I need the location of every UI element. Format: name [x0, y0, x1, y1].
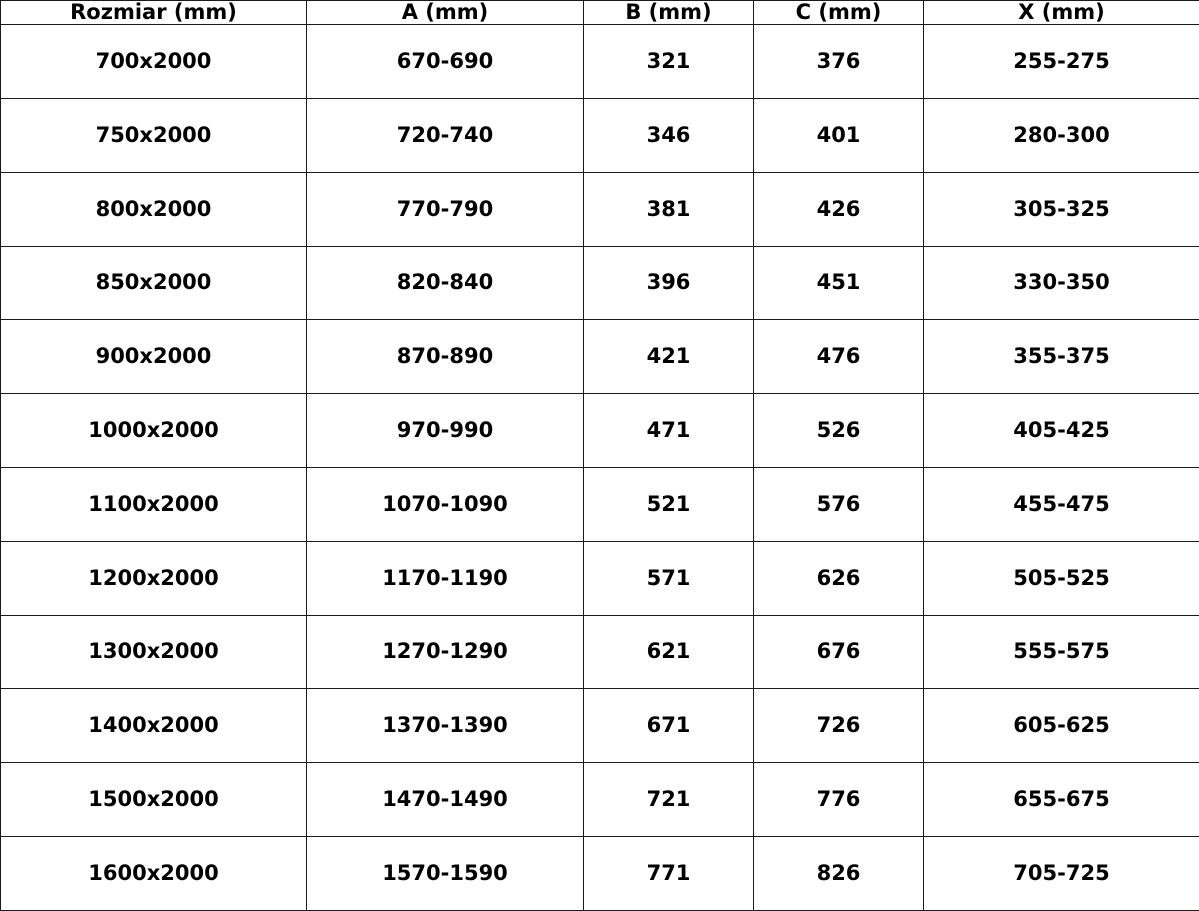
- cell-rozmiar: 800x2000: [1, 172, 307, 246]
- cell-x: 455-475: [924, 467, 1199, 541]
- cell-c: 726: [754, 689, 924, 763]
- cell-b: 721: [584, 763, 754, 837]
- cell-x: 605-625: [924, 689, 1199, 763]
- cell-c: 376: [754, 25, 924, 99]
- cell-b: 771: [584, 837, 754, 911]
- cell-a: 1070-1090: [307, 467, 584, 541]
- table-row: [1, 320, 1199, 394]
- cell-c: 426: [754, 172, 924, 246]
- cell-a: 1270-1290: [307, 615, 584, 689]
- cell-a: 970-990: [307, 394, 584, 468]
- table-row: [1, 615, 1199, 689]
- table-row: [1, 172, 1199, 246]
- cell-rozmiar: 1300x2000: [1, 615, 307, 689]
- cell-b: 671: [584, 689, 754, 763]
- table-row: [1, 98, 1199, 172]
- cell-c: 526: [754, 394, 924, 468]
- table-row: [1, 541, 1199, 615]
- cell-a: 1470-1490: [307, 763, 584, 837]
- cell-b: 621: [584, 615, 754, 689]
- cell-x: 505-525: [924, 541, 1199, 615]
- cell-a: 820-840: [307, 246, 584, 320]
- column-header-a: A (mm): [307, 1, 584, 25]
- cell-rozmiar: 1200x2000: [1, 541, 307, 615]
- cell-rozmiar: 700x2000: [1, 25, 307, 99]
- cell-c: 776: [754, 763, 924, 837]
- cell-x: 305-325: [924, 172, 1199, 246]
- cell-a: 720-740: [307, 98, 584, 172]
- table-row: [1, 467, 1199, 541]
- table-header-row: [1, 1, 1199, 25]
- cell-a: 1570-1590: [307, 837, 584, 911]
- cell-rozmiar: 1100x2000: [1, 467, 307, 541]
- cell-rozmiar: 850x2000: [1, 246, 307, 320]
- table-row: [1, 394, 1199, 468]
- column-header-rozmiar: Rozmiar (mm): [1, 1, 307, 25]
- cell-rozmiar: 1000x2000: [1, 394, 307, 468]
- cell-rozmiar: 1600x2000: [1, 837, 307, 911]
- cell-x: 280-300: [924, 98, 1199, 172]
- column-header-b: B (mm): [584, 1, 754, 25]
- cell-b: 321: [584, 25, 754, 99]
- cell-a: 670-690: [307, 25, 584, 99]
- cell-c: 401: [754, 98, 924, 172]
- cell-rozmiar: 1400x2000: [1, 689, 307, 763]
- cell-a: 1370-1390: [307, 689, 584, 763]
- table-row: [1, 25, 1199, 99]
- cell-b: 421: [584, 320, 754, 394]
- cell-x: 705-725: [924, 837, 1199, 911]
- cell-rozmiar: 750x2000: [1, 98, 307, 172]
- column-header-x: X (mm): [924, 1, 1199, 25]
- cell-c: 826: [754, 837, 924, 911]
- cell-b: 381: [584, 172, 754, 246]
- cell-rozmiar: 1500x2000: [1, 763, 307, 837]
- cell-rozmiar: 900x2000: [1, 320, 307, 394]
- cell-b: 346: [584, 98, 754, 172]
- cell-x: 655-675: [924, 763, 1199, 837]
- cell-a: 870-890: [307, 320, 584, 394]
- cell-x: 355-375: [924, 320, 1199, 394]
- table-row: [1, 689, 1199, 763]
- cell-x: 330-350: [924, 246, 1199, 320]
- cell-x: 255-275: [924, 25, 1199, 99]
- cell-b: 471: [584, 394, 754, 468]
- column-header-c: C (mm): [754, 1, 924, 25]
- cell-x: 555-575: [924, 615, 1199, 689]
- cell-c: 676: [754, 615, 924, 689]
- cell-b: 396: [584, 246, 754, 320]
- table-row: [1, 246, 1199, 320]
- cell-c: 476: [754, 320, 924, 394]
- cell-c: 576: [754, 467, 924, 541]
- cell-x: 405-425: [924, 394, 1199, 468]
- cell-b: 571: [584, 541, 754, 615]
- cell-a: 770-790: [307, 172, 584, 246]
- table-row: [1, 837, 1199, 911]
- cell-c: 451: [754, 246, 924, 320]
- cell-a: 1170-1190: [307, 541, 584, 615]
- cell-c: 626: [754, 541, 924, 615]
- table-row: [1, 763, 1199, 837]
- cell-b: 521: [584, 467, 754, 541]
